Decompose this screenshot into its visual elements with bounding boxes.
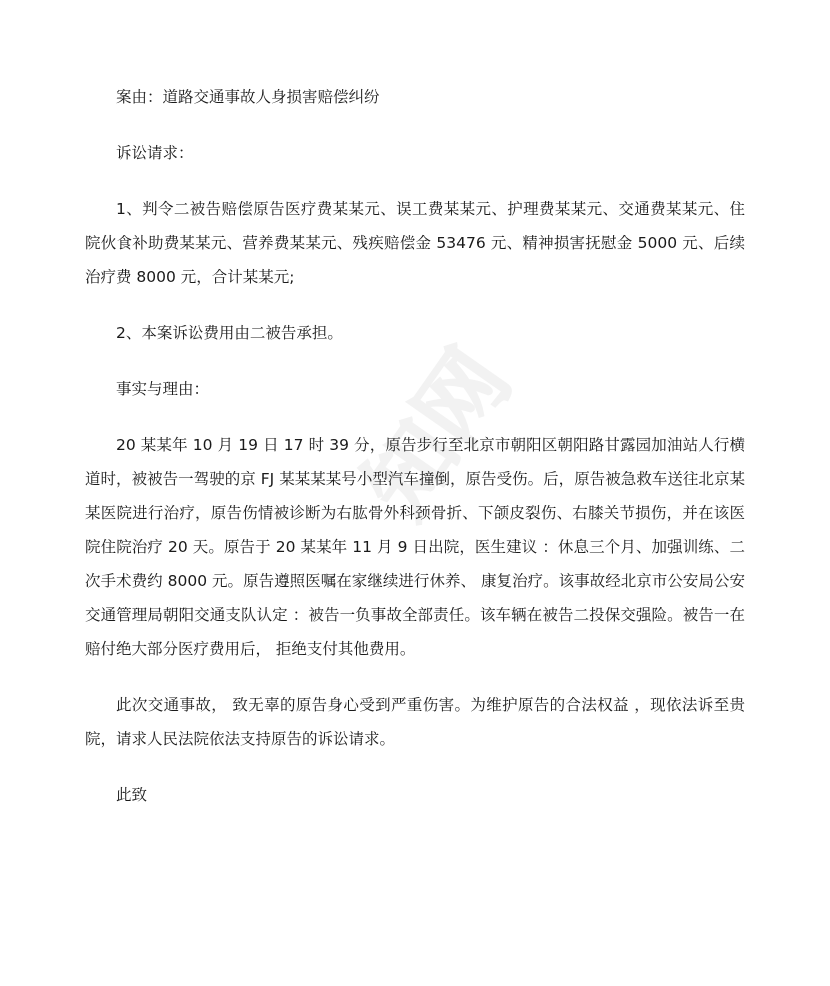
claim-item-1: 1、判令二被告赔偿原告医疗费某某元、误工费某某元、护理费某某元、交通费某某元、住院伙食补助费某某元、营养费某某元、残疾赔偿金 53476 元、精神损害抚慰金 5000 元、后续治疗费 8000 元，合计某某元;: [85, 200, 745, 286]
case-cause: 案由：道路交通事故人身损害赔偿纠纷: [116, 88, 380, 106]
document-body: [85, 80, 745, 834]
closing-salutation: 此致: [116, 786, 148, 804]
claims-heading: 诉讼请求：: [116, 144, 194, 162]
claim-item-2: 2、本案诉讼费用由二被告承担。: [116, 324, 343, 342]
facts-heading: 事实与理由：: [116, 380, 210, 398]
conclusion-paragraph: 此次交通事故， 致无辜的原告身心受到严重伤害。为维护原告的合法权益 ，现依法诉至贵院，请求人民法院依法支持原告的诉讼请求。: [85, 696, 745, 748]
watermark-text: 知网: [344, 331, 530, 535]
facts-body: 20 某某年 10 月 19 日 17 时 39 分，原告步行至北京市朝阳区朝阳路甘露园加油站人行横道时，被被告一驾驶的京 FJ 某某某某号小型汽车撞倒，原告受伤。后，原告被急救车送往北京某某医院进行治疗，原告伤情被诊断为右肱骨外科颈骨折、下颌皮裂伤、右膝关节损伤，并在该医院住院治疗 20 天。原告于 20 某某年 11 月 9 日出院，医生建议 ：休息三个月、加强训练、二次手术费约 8000 元。原告遵照医嘱在家继续进行休养、 康复治疗。该事故经北京市公安局公安交通管理局朝阳交通支队认定 ：被告一负事故全部责任。该车辆在被告二投保交强险。被告一在赔付绝大部分医疗费用后， 拒绝支付其他费用。: [85, 436, 745, 658]
